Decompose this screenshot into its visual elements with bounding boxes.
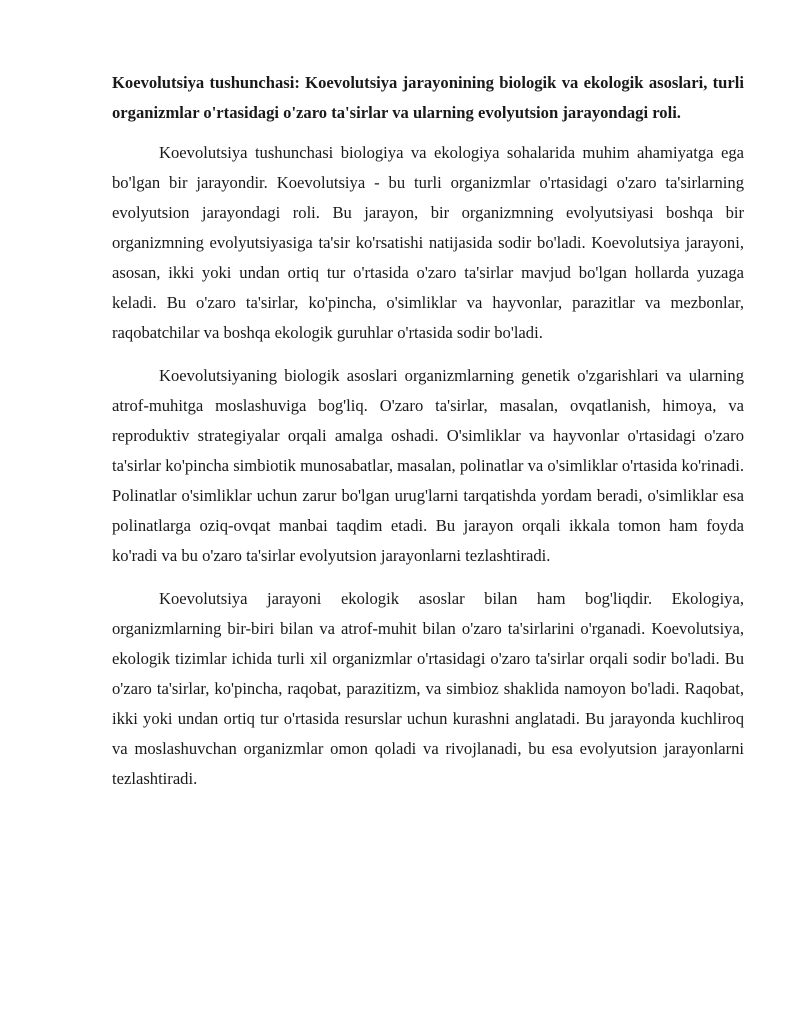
paragraph-3: Koevolutsiya jarayoni ekologik asoslar bilan ham bog'liqdir. Ekologiya, organizmlarning bir-biri bilan va atrof-muhit bilan o'zaro ta'sirlarini o'rganadi. Koevolutsiya, ekologik tizimlar ichida turli xil organizmlar o'rtasidagi o'zaro ta'sirlar orqali sodir bo'ladi. Bu o'zaro ta'sirlar, ko'pincha, raqobat, parazitizm, va simbioz shaklida namoyon bo'ladi. Raqobat, ikki yoki undan ortiq tur o'rtasida resurslar uchun kurashni anglatadi. Bu jarayonda kuchliroq va moslashuvchan organizmlar omon qoladi va rivojlanadi, bu esa evolyutsion jarayonlarni tezlashtiradi.	[112, 589, 744, 788]
paragraph-1: Koevolutsiya tushunchasi biologiya va ekologiya sohalarida muhim ahamiyatga ega bo'lgan bir jarayondir. Koevolutsiya - bu turli organizmlar o'rtasidagi o'zaro ta'sirlarning evolyutsion jarayondagi roli. Bu jarayon, bir organizmning evolyutsiyasi boshqa bir organizmning evolyutsiyasiga ta'sir ko'rsatishi natijasida sodir bo'ladi. Koevolutsiya jarayoni, asosan, ikki yoki undan ortiq tur o'rtasida o'zaro ta'sirlar mavjud bo'lgan hollarda yuzaga keladi. Bu o'zaro ta'sirlar, ko'pincha, o'simliklar va hayvonlar, parazitlar va mezbonlar, raqobatchilar va boshqa ekologik guruhlar o'rtasida sodir bo'ladi.	[112, 143, 744, 342]
paragraph-2: Koevolutsiyaning biologik asoslari organizmlarning genetik o'zgarishlari va ularning atrof-muhitga moslashuviga bog'liq. O'zaro ta'sirlar, masalan, ovqatlanish, himoya, va reproduktiv strategiyalar orqali amalga oshadi. O'simliklar va hayvonlar o'rtasidagi o'zaro ta'sirlar ko'pincha simbiotik munosabatlar, masalan, polinatlar va o'simliklar o'rtasida ko'rinadi. Polinatlar o'simliklar uchun zarur bo'lgan urug'larni tarqatishda yordam beradi, o'simliklar esa polinatlarga oziq-ovqat manbai taqdim etadi. Bu jarayon orqali ikkala tomon ham foyda ko'radi va bu o'zaro ta'sirlar evolyutsion jarayonlarni tezlashtiradi.	[112, 366, 744, 565]
document-body	[112, 68, 744, 794]
document-heading: Koevolutsiya tushunchasi: Koevolutsiya jarayonining biologik va ekologik asoslari, turli organizmlar o'rtasidagi o'zaro ta'sirlar va ularning evolyutsion jarayondagi roli.	[112, 73, 744, 122]
